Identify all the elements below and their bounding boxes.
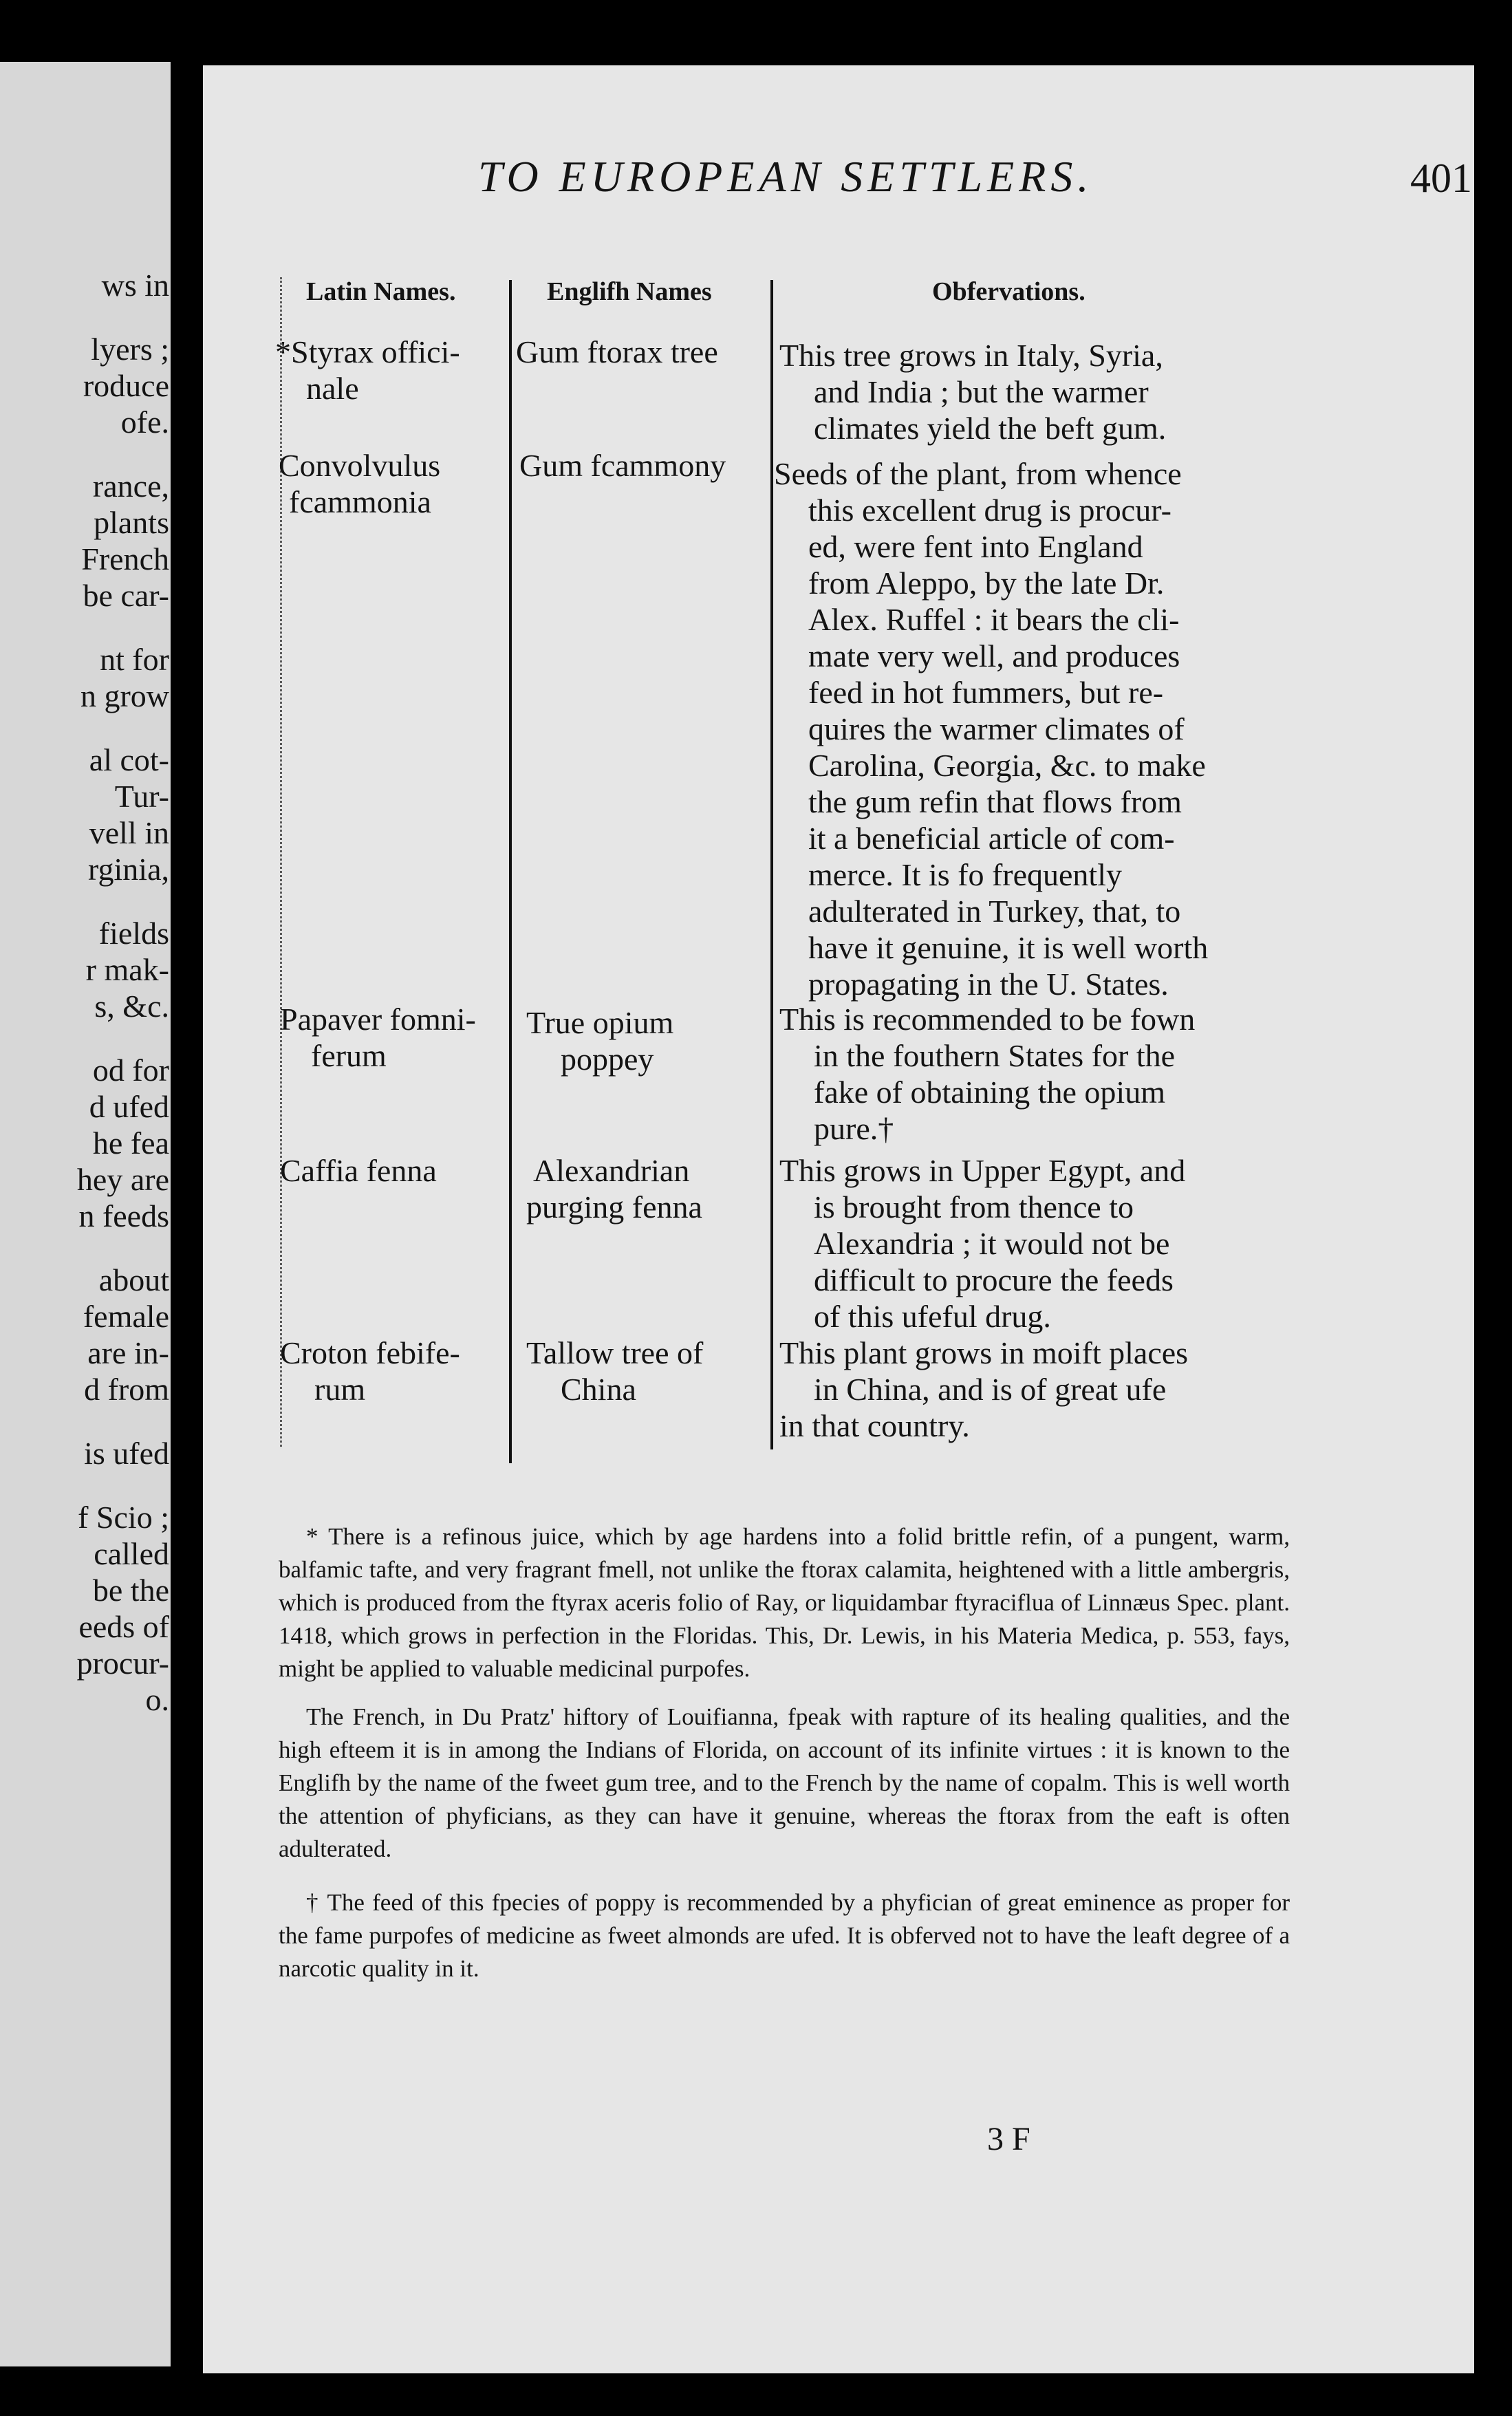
obs-line: climates yield the beft gum. <box>814 411 1167 446</box>
obs-line: and India ; but the warmer <box>814 374 1149 409</box>
entry-4-observation <box>779 1152 1185 1335</box>
facing-page-fragment: od for <box>92 1053 169 1088</box>
english-line: purging fenna <box>526 1189 702 1225</box>
footnote-styrax: * There is a refinous juice, which by age hardens into a folid brittle refin, of a pungent, warm, balfamic tafte, and very fragrant fmell, not unlike the ftorax calamita, heightened with a little ambergris, which is produced from the ftyrax aceris folio of Ray, or liquidambar ftyraciflua of Linnæus Spec. plant. 1418, which grows in perfection in the Floridas. This, Dr. Lewis, in his Materia Medica, p. 553, fays, might be applied to valuable medicinal purpofes. <box>279 1523 1290 1682</box>
facing-page-strip <box>0 62 171 2366</box>
english-line: poppey <box>561 1042 654 1077</box>
obs-line: feed in hot fummers, but re- <box>808 675 1164 710</box>
latin-line: Caffia fenna <box>280 1153 437 1188</box>
obs-line: Seeds of the plant, from whence <box>774 456 1182 491</box>
page-number: 401 <box>1410 155 1472 201</box>
obs-line: this excellent drug is procur- <box>808 493 1171 528</box>
facing-page-fragment: n grow <box>80 678 169 713</box>
english-line: Alexandrian <box>533 1153 690 1188</box>
latin-line: Papaver fomni- <box>280 1002 476 1037</box>
obs-line: the gum refin that flows from <box>808 784 1182 819</box>
signature-mark: 3 F <box>987 2121 1030 2157</box>
facing-page-fragment: French <box>81 541 169 576</box>
entry-2-latin <box>279 447 440 520</box>
obs-line: it a beneficial article of com- <box>808 821 1175 856</box>
english-line: True opium <box>526 1005 674 1040</box>
facing-page-fragment: female <box>83 1299 169 1334</box>
entry-3-english <box>526 1004 673 1077</box>
obs-line: This is recommended to be fown <box>779 1002 1196 1037</box>
facing-page-fragment: roduce <box>83 368 169 403</box>
column-header-english: Englifh Names <box>547 277 712 306</box>
entry-4-english <box>526 1152 702 1225</box>
running-head: TO EUROPEAN SETTLERS. <box>478 152 1094 201</box>
english-line: Tallow tree of <box>526 1335 704 1370</box>
facing-page-fragment: be car- <box>83 578 169 613</box>
facing-page-fragment: lyers ; <box>91 332 169 367</box>
facing-page-fragment: rance, <box>92 468 169 504</box>
obs-line: of this ufeful drug. <box>814 1299 1051 1334</box>
obs-line: quires the warmer climates of <box>808 711 1185 746</box>
entry-2-observation <box>774 455 1208 1002</box>
obs-line: difficult to procure the feeds <box>814 1262 1174 1297</box>
facing-page-fragment: vell in <box>89 815 169 850</box>
entry-5-observation <box>779 1335 1188 1444</box>
facing-page-fragment: f Scio ; <box>78 1500 169 1535</box>
english-line: Gum fcammony <box>519 448 726 483</box>
facing-page-fragment: hey are <box>76 1162 169 1197</box>
facing-page-fragment: eeds of <box>78 1609 169 1644</box>
obs-line: adulterated in Turkey, that, to <box>808 894 1181 929</box>
entry-3-observation <box>779 1001 1195 1147</box>
facing-page-fragment: rginia, <box>88 852 169 887</box>
facing-page-fragment: nt for <box>100 642 169 677</box>
entry-1-observation <box>779 337 1166 446</box>
english-line: China <box>561 1372 636 1407</box>
facing-page-fragment: fields <box>98 916 169 951</box>
obs-line: in that country. <box>779 1408 970 1443</box>
facing-page-fragment: ws in <box>101 268 169 303</box>
facing-page-fragment: r mak- <box>85 952 169 987</box>
obs-line: This plant grows in moift places <box>779 1335 1189 1370</box>
facing-page-fragment: he fea <box>92 1125 169 1161</box>
latin-line: fcammonia <box>289 484 431 519</box>
column-header-observations: Obfervations. <box>932 277 1086 306</box>
footnotes <box>279 1520 1290 2000</box>
facing-page-fragment: d from <box>84 1372 169 1407</box>
column-rule-2 <box>770 280 773 1449</box>
latin-line: *Styrax offici- <box>275 334 460 369</box>
obs-line: merce. It is fo frequently <box>808 857 1122 892</box>
obs-line: pure.† <box>814 1111 894 1146</box>
obs-line: This grows in Upper Egypt, and <box>779 1153 1186 1188</box>
obs-line: This tree grows in Italy, Syria, <box>779 338 1163 373</box>
english-line: Gum ftorax tree <box>516 334 718 369</box>
column-rule-1 <box>509 280 512 1463</box>
facing-page-fragment: s, &c. <box>94 989 169 1024</box>
latin-line: ferum <box>311 1038 387 1073</box>
facing-page-fragment: d ufed <box>89 1089 169 1124</box>
entry-2-english <box>519 447 726 484</box>
facing-page-fragment: n feeds <box>78 1198 169 1233</box>
obs-line: propagating in the U. States. <box>808 967 1169 1002</box>
obs-line: Alexandria ; it would not be <box>814 1226 1170 1261</box>
obs-line: fake of obtaining the opium <box>814 1075 1165 1110</box>
column-header-latin: Latin Names. <box>306 277 456 306</box>
facing-page-fragment: is ufed <box>84 1436 169 1471</box>
entry-5-english <box>526 1335 703 1407</box>
latin-line: Convolvulus <box>279 448 441 483</box>
obs-line: Carolina, Georgia, &c. to make <box>808 748 1206 783</box>
obs-line: have it genuine, it is well worth <box>808 930 1209 965</box>
entry-1-latin <box>275 334 460 407</box>
facing-page-fragment: Tur- <box>114 779 169 814</box>
book-page <box>203 65 1474 2373</box>
latin-line: nale <box>306 371 359 406</box>
obs-line: in the fouthern States for the <box>814 1038 1176 1073</box>
footnote-styrax-continued: The French, in Du Pratz' hiftory of Louifianna, fpeak with rapture of its healing qualities, and the high efteem it is in among the Indians of Florida, on account of its infinite virtues : it is known to the Englifh by the name of the fweet gum tree, and to the French by the name of copalm. This is well worth the attention of phyficians, as they can have it genuine, whereas the ftorax from the eaft is often adulterated. <box>279 1703 1290 1862</box>
facing-page-fragment: ofe. <box>120 405 169 440</box>
entry-5-latin <box>280 1335 460 1407</box>
obs-line: Alex. Ruffel : it bears the cli- <box>808 602 1180 637</box>
obs-line: in China, and is of great ufe <box>814 1372 1167 1407</box>
facing-page-fragment: about <box>98 1262 169 1297</box>
latin-line: rum <box>314 1372 366 1407</box>
facing-page-fragment: o. <box>145 1682 169 1717</box>
obs-line: ed, were fent into England <box>808 529 1143 564</box>
latin-line: Croton febife- <box>280 1335 460 1370</box>
facing-page-fragment: are in- <box>87 1335 169 1370</box>
obs-line: from Aleppo, by the late Dr. <box>808 565 1165 601</box>
entry-4-latin <box>280 1152 437 1189</box>
facing-page-fragment: procur- <box>76 1646 169 1681</box>
entry-3-latin <box>280 1001 476 1074</box>
facing-page-fragment: called <box>94 1536 169 1571</box>
entry-1-english <box>516 334 718 370</box>
facing-page-fragment: plants <box>94 505 169 540</box>
footnote-poppy: † The feed of this fpecies of poppy is recommended by a phyfician of great eminence as proper for the fame purpofes of medicine as fweet almonds are ufed. It is obferved not to have the leaft degree of a narcotic quality in it. <box>279 1889 1290 1982</box>
obs-line: mate very well, and produces <box>808 638 1180 673</box>
facing-page-fragment: al cot- <box>89 742 169 777</box>
facing-page-fragment: be the <box>92 1573 169 1608</box>
obs-line: is brought from thence to <box>814 1189 1134 1225</box>
